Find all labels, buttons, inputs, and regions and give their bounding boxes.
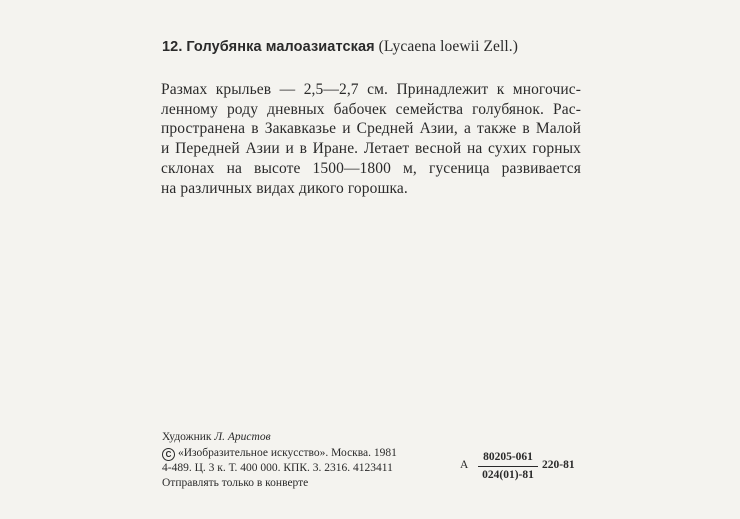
publisher-imprint <box>162 446 397 491</box>
species-description <box>161 80 581 198</box>
description-line: Размах крыльев — 2,5—2,7 см. Принадлежит к многочис- <box>161 81 581 98</box>
species-title <box>162 37 518 57</box>
copyright-icon: C <box>162 448 175 461</box>
index-denominator: 024(01)-81 <box>482 469 534 481</box>
species-latin-name: (Lycaena loewii Zell.) <box>378 38 519 55</box>
description-line: ленному роду дневных бабочек семейства голубянок. Рас- <box>161 100 581 118</box>
description-line: на различных видах дикого горошка. <box>161 179 408 197</box>
catalog-index-code <box>460 450 585 484</box>
artist-name: Л. Аристов <box>214 431 271 443</box>
index-price-code: 220-81 <box>542 459 575 471</box>
mailing-note: Отправлять только в конверте <box>162 477 309 489</box>
species-common-name: Голубянка малоазиатская <box>186 39 375 55</box>
description-line: и Передней Азии и в Иране. Летает весной на сухих горных <box>161 140 581 158</box>
index-letter: А <box>460 459 469 471</box>
publisher-line-row <box>162 446 397 461</box>
publisher-line: «Изобразительное искусство». Москва. 1981 <box>178 447 397 459</box>
description-line: склонах на высоте 1500—1800 м, гусеница развивается <box>161 159 581 177</box>
print-line: 4-489. Ц. 3 к. Т. 400 000. КПК. 3. 2316. 4123411 <box>162 462 393 474</box>
index-numerator: 80205-061 <box>478 450 538 467</box>
species-number: 12. <box>162 39 183 55</box>
index-fraction <box>478 450 538 482</box>
description-line: пространена в Закавказье и Средней Азии, а также в Малой <box>161 120 581 138</box>
artist-label: Художник <box>162 431 212 443</box>
artist-credit <box>162 430 271 445</box>
